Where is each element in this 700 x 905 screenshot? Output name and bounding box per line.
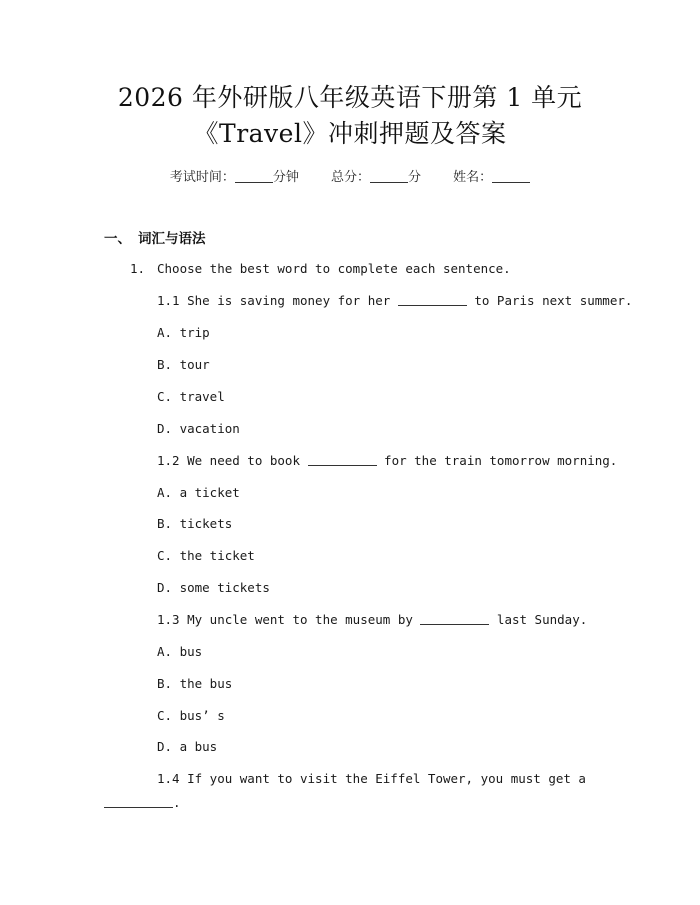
exam-name-label: 姓名： xyxy=(453,170,493,185)
exam-score-blank xyxy=(370,168,408,183)
stem-text: 1.2 We need to book xyxy=(157,453,308,468)
answer-option: A. bus xyxy=(157,644,203,659)
answer-blank xyxy=(308,452,377,466)
exam-name-field xyxy=(453,168,530,188)
answer-option: C. travel xyxy=(157,389,225,404)
section-heading xyxy=(104,229,206,249)
answer-option: B. the bus xyxy=(157,676,233,691)
section-number: 一、 xyxy=(104,231,131,247)
exam-title-line2: 《Travel》冲刺押题及答案 xyxy=(193,119,507,148)
stem-text: . xyxy=(173,795,181,810)
question-stem xyxy=(157,291,632,311)
section-title: 词汇与语法 xyxy=(138,231,206,247)
stem-text: 1.1 She is saving money for her xyxy=(157,293,398,308)
exam-name-blank xyxy=(492,168,530,183)
question-stem xyxy=(157,451,617,471)
question-number: 1. xyxy=(130,261,146,276)
answer-option: D. some tickets xyxy=(157,580,270,595)
question-stem: 1.4 If you want to visit the Eiffel Tower, you must get a xyxy=(157,771,586,786)
exam-title-line1: 2026 年外研版八年级英语下册第 1 单元 xyxy=(117,83,583,112)
answer-option: C. the ticket xyxy=(157,548,255,563)
answer-option: A. trip xyxy=(157,325,210,340)
answer-blank xyxy=(398,292,467,306)
answer-option: B. tour xyxy=(157,357,210,372)
exam-meta-row xyxy=(0,168,700,188)
answer-blank xyxy=(420,611,489,625)
exam-time-label: 考试时间： xyxy=(169,170,235,185)
answer-option: B. tickets xyxy=(157,516,233,531)
exam-time-field xyxy=(170,168,299,188)
stem-text: for the train tomorrow morning. xyxy=(376,453,618,468)
stem-text: 1.3 My uncle went to the museum by xyxy=(157,612,421,627)
stem-text: to Paris next summer. xyxy=(466,293,633,308)
exam-score-label: 总分： xyxy=(330,170,370,185)
answer-blank xyxy=(104,794,173,808)
answer-option: D. a bus xyxy=(157,739,218,754)
answer-option: D. vacation xyxy=(157,421,240,436)
exam-time-unit: 分钟 xyxy=(272,170,299,185)
exam-score-field xyxy=(331,168,421,188)
exam-time-blank xyxy=(235,168,273,183)
exam-score-unit: 分 xyxy=(408,170,422,185)
question-instruction xyxy=(130,259,511,279)
stem-text: last Sunday. xyxy=(489,612,588,627)
answer-option: A. a ticket xyxy=(157,485,240,500)
question-stem-continuation xyxy=(104,793,181,813)
question-stem xyxy=(157,610,587,630)
question-instruction-text: Choose the best word to complete each sentence. xyxy=(157,261,511,276)
answer-option: C. bus’ s xyxy=(157,708,225,723)
